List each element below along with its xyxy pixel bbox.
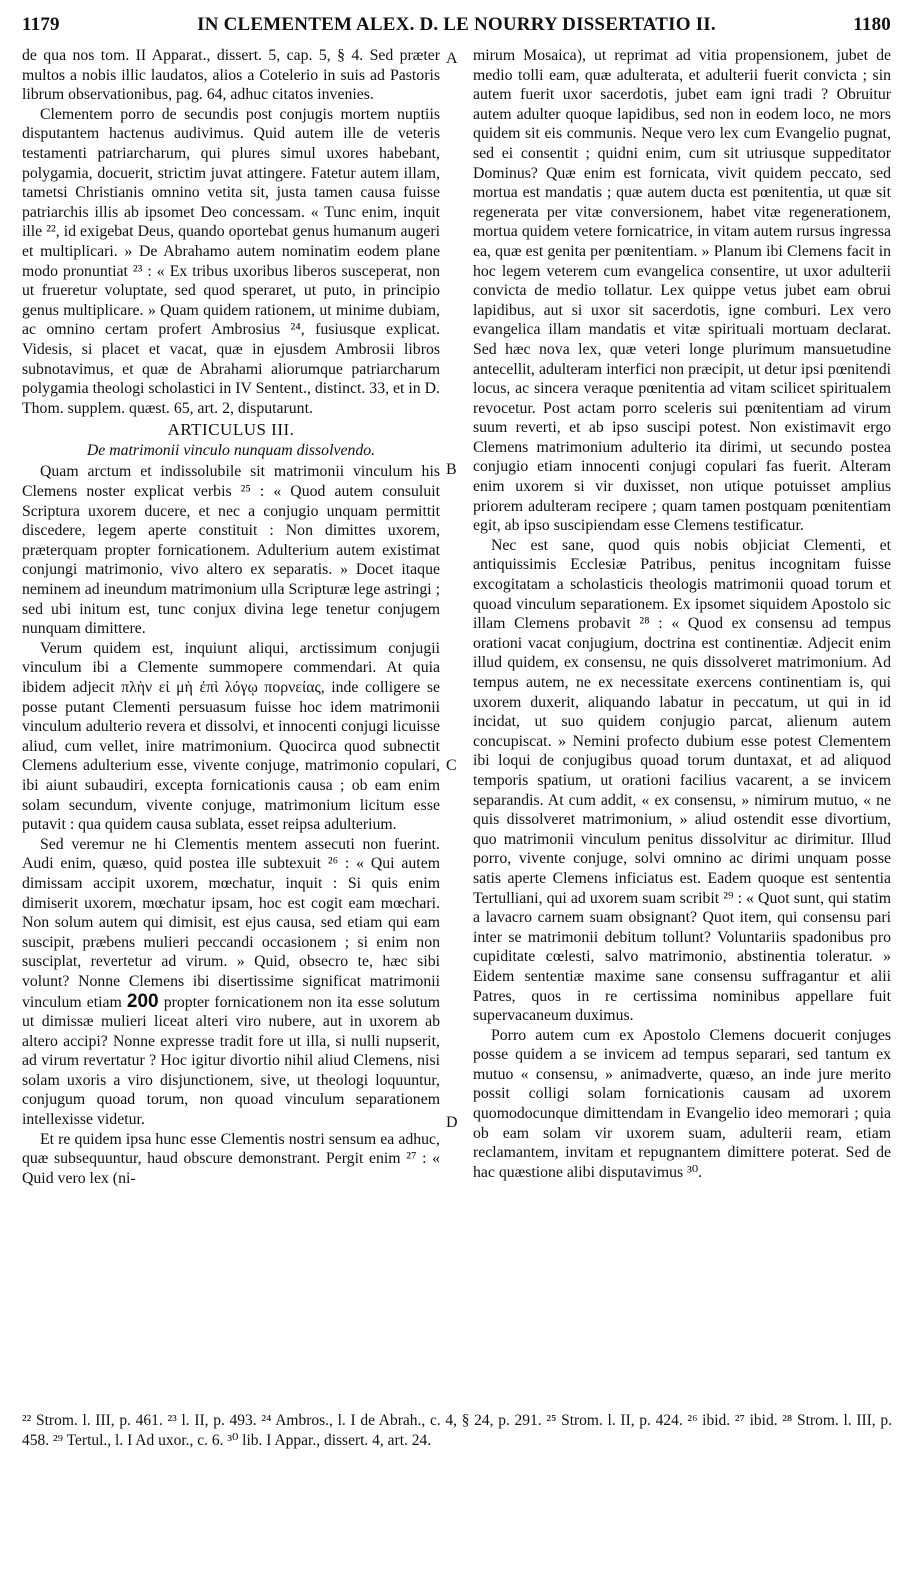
margin-marker-d: D: [446, 1114, 458, 1131]
paragraph: [22, 835, 440, 1130]
footnotes: ²² Strom. l. III, p. 461. ²³ l. II, p. 493. ²⁴ Ambros., l. I de Abrah., c. 4, § 24, p. 291. ²⁵ Strom. l. II, p. 424. ²⁶ ibid. ²⁷ ibid. ²⁸ Strom. l. III, p. 458. ²⁹ Tertul., l. I Ad uxor., c. 6. ³⁰ lib. I Appar., dissert. 4, art. 24.: [22, 1412, 892, 1449]
column-number: 200: [126, 990, 159, 1012]
margin-marker-a: A: [446, 50, 458, 67]
paragraph: Clementem porro de secundis post conjugis mortem nuptiis disputantem hactenus audivimus. Quid autem ille de veteris testamenti patriarcharum, qui plures simul uxores habebant, polygamia, docuerit, strictim juvat attingere. Fatetur autem illam, tametsi Christianis omnino vetita sit, justa tamen causa fuisse patriarchis illis ab ipsomet Deo concessam. « Tunc enim, inquit ille ²², id exigebat Deus, quando oportebat genus humanum augeri et multiplicari. » De Abrahamo autem nominatim eodem plane modo pronuntiat ²³ : « Ex tribus uxoribus liberos susceperat, non ut frueretur voluptate, sed quod speraret, ut puto, in principio genus multiplicare. » Quam quidem rationem, ut minime dubiam, ac omnino certam profert Ambrosius ²⁴, fusiusque explicat. Videsis, si placet et vacat, quæ in ejusdem Ambrosii libros subnotavimus, et quæ de Abrahami aliorumque patriarcharum polygamia theologi scholastici in IV Sentent., distinct. 33, et in D. Thom. supplem. quæst. 65, art. 2, disputarunt.: [22, 105, 440, 417]
paragraph: Nec est sane, quod quis nobis objiciat Clementi, et antiquissimis Ecclesiæ Patribus, penitus incognitam fuisse excogitatam a scholasticis theologis matrimonii quoad torum et quoad vinculum separationem. Ex ipsomet siquidem Apostolo sic illam Clemens probavit ²⁸ : « Quod ex consensu ad tempus orationi vacat conjugium, doctrina est continentiæ. Adjecit enim illud quidem, ex consensu, ne quis dissolveret matrimonium. Ad tempus autem, ne ex necessitate exercens continentiam is, qui uxorem duxerit, aliquando labatur in peccatum, ut qui in id incidat, ut suo quidem conjugio parcat, alienum autem concupiscat. » Nemini profecto dubium esse potest Clementem ibi loqui de conjugibus quoad torum duntaxat, et ad aliquod temporis spatium, ut orationi facilius vacarent, a se invicem separandis. At cum addit, « ex consensu, » nimirum mutuo, « ne quis dissolveret matrimonium, » aliud ostendit esse divortium, quo matrimonii vinculum penitus dissolvitur ac dirimitur. Illud porro, vivente conjuge, solvi omnino ac dirimi unquam posse satis aperte Clemens inficiatus est. Eadem quoque est sententia Tertulliani, qui ad uxorem suam scribit ²⁹ : « Quot sunt, qui statim a lavacro carnem suam obsignant? Quot item, qui consensu pari inter se matrimonii debitum tollunt? Voluntariis spadonibus pro cupiditate cœlesti, salvo matrimonio, abstinentia toleratur. » Eidem sententiæ maxime sane consensu suffragantur et alii Patres, quos in re certissima nominibus appellare fuit supervacaneum duximus.: [473, 536, 891, 1025]
page-number-left: 1179: [22, 14, 60, 35]
article-subtitle: De matrimonii vinculo nunquam dissolvendo.: [86, 441, 376, 459]
margin-marker-c: C: [446, 757, 457, 774]
left-column: [22, 46, 440, 1188]
paragraph-text: propter fornicationem non ita esse solutum ut dimissæ mulieri liceat alteri viro nubere, aut in uxorem ab altero accipi? Nonne expresse tradit fore ut illa, si nulli nupserit, ad virum revertatur ? Hoc igitur divortio nihil aliud Clemens, nisi solam uxoris a viro disjunctionem, sive, ut theologi loquuntur, conjugum quoad torum, non quoad vinculum separationem intellexisse videtur.: [22, 993, 440, 1129]
running-title: IN CLEMENTEM ALEX. D. LE NOURRY DISSERTATIO II.: [197, 14, 716, 35]
article-heading: ARTICULUS III.: [167, 420, 295, 440]
paragraph: Porro autem cum ex Apostolo Clemens docuerit conjuges posse quidem a se invicem ad tempus separari, sed tantum ex mutuo « consensu, » animadverte, quæso, an inde jure merito possit colligi solam fornicationis causam ad uxorem quomodocunque dimittendam in Evangelio ideo memorari ; quia ob eam solam vir uxorem suam, adulterii ream, etiam reclamantem, invitam et repugnantem dimittere poterat. Sed de hac quæstione alibi disputavimus ³⁰.: [473, 1026, 891, 1181]
paragraph: Quam arctum et indissolubile sit matrimonii vinculum his Clemens noster explicat verbis ²⁵ : « Quod autem consuluit Scriptura uxorem ducere, et nec a conjugio unquam permittit discedere, legem aperte constituit : Non dimittes uxorem, præterquam propter fornicationem. Adulterium autem existimat conjungi matrimonio, vivo altero ex separatis. » Docet itaque neminem ad ineundum matrimonium ulla Scripturæ lege astringi ; sed ubi initum est, tunc conjux divina lege tenetur conjugem nunquam dimittere.: [22, 463, 440, 638]
paragraph: mirum Mosaica), ut reprimat ad vitia propensionem, jubet de medio tolli eam, quæ adulterata, et adulterii fuerit convicta ; sin autem fuerit uxor sacerdotis, jubet eam igni tradi ? Obruitur autem adulter quoque lapidibus, sed non in eodem loco, ne mors quidem sit eis communis. Neque vero lex cum Evangelio pugnat, sed ei consentit ; quidni enim, cum sit utriusque suppeditator Dominus? Quæ enim est fornicata, vivit quidem peccato, sed mortua est mandatis ; quæ autem ducta est pœnitentia, ut quæ sit regenerata per vitæ conversionem, habet vitæ regenerationem, mortua quidem vetere fornicatrice, in vitam autem rursus ingressa ea, quæ est genita per pœnitentiam. » Planum ibi Clemens facit in hoc legem veterem cum evangelica consentire, ut uxor adulterii convicta de medio tollatur. Lex quippe vetus jubet eam obrui lapidibus, aut si uxor sit sacerdotis, igne comburi. Lex vero evangelica illam mandatis et vitæ spirituali mortuam declarat. Sed hæc nova lex, quæ veteri longe plurimum mansuetudine antecellit, adulteram interfici non præcipit, ut detur ipsi pœnitendi locus, ac sincera veraque pœnitentia ad vitam scilicet spiritualem revocetur. Post actam porro sceleris sui pœnitentiam ad virum suum reverti, et ab ipso suscipi potest. Non existimavit ergo Clemens matrimonium adulterio ita dirimi, ut secundo postea conjugio etiam innocenti conjugi copulari fas fuerit. Alteram enim uxorem si vir duxisset, non utique potuisset amplius priorem adulteram recipere ; quam tamen postquam pœnitentiam egit, ab ipso suscipiendam esse Clemens testificatur.: [473, 47, 891, 535]
right-column: [473, 46, 891, 1182]
paragraph: de qua nos tom. II Apparat., dissert. 5, cap. 5, § 4. Sed præter multos a nobis illic laudatos, alios a Cotelerio in suis ad Pastoris librum observationibus, pag. 64, adhuc citatos invenies.: [22, 47, 440, 104]
paragraph-text: Sed veremur ne hi Clementis mentem assecuti non fuerint. Audi enim, quæso, quid postea ille subtexuit ²⁶ : « Qui autem dimissam accipit uxorem, mœchatur, inquit : Si quis enim dimiserit uxorem, mœchatur ipsam, hoc est cogit eam mœchari. Non solum autem qui dimisit, est ejus causa, sed etiam qui eam suscipit, præbens mulieri peccandi occasionem ; si enim non susciplat, revertetur ad virum. » Quid, obsecro te, hæc sibi volunt? Nonne Clemens ibi disertissime significat matrimonii vinculum etiam: [22, 835, 440, 1011]
margin-marker-b: B: [446, 461, 457, 478]
page-number-right: 1180: [853, 14, 891, 35]
running-header: [22, 6, 891, 46]
paragraph: Et re quidem ipsa hunc esse Clementis nostri sensum ea adhuc, quæ subsequuntur, haud obscure demonstrant. Pergit enim ²⁷ : « Quid vero lex (ni-: [22, 1130, 440, 1187]
paragraph: Verum quidem est, inquiunt aliqui, arctissimum conjugii vinculum ibi a Clemente summopere commendari. At quia ibidem adjecit πλὴν εἰ μὴ ἐπὶ λόγῳ πορνείας, inde colligere se posse putant Clementi persuasum fuisse hoc idem matrimonii vinculum adulterio revera et dissolvi, et innocenti conjugi licuisse aliud, cum vellet, inire matrimonium. Quocirca quod subnectit Clemens adulterium esse, vivente conjuge, matrimonio copulari, ibi aiunt subaudiri, excepta fornicationis causa ; ob eam enim solam secundum, vivente conjuge, matrimonium licitum esse putavit : qua quidem causa sublata, esset reipsa adulterium.: [22, 639, 440, 834]
